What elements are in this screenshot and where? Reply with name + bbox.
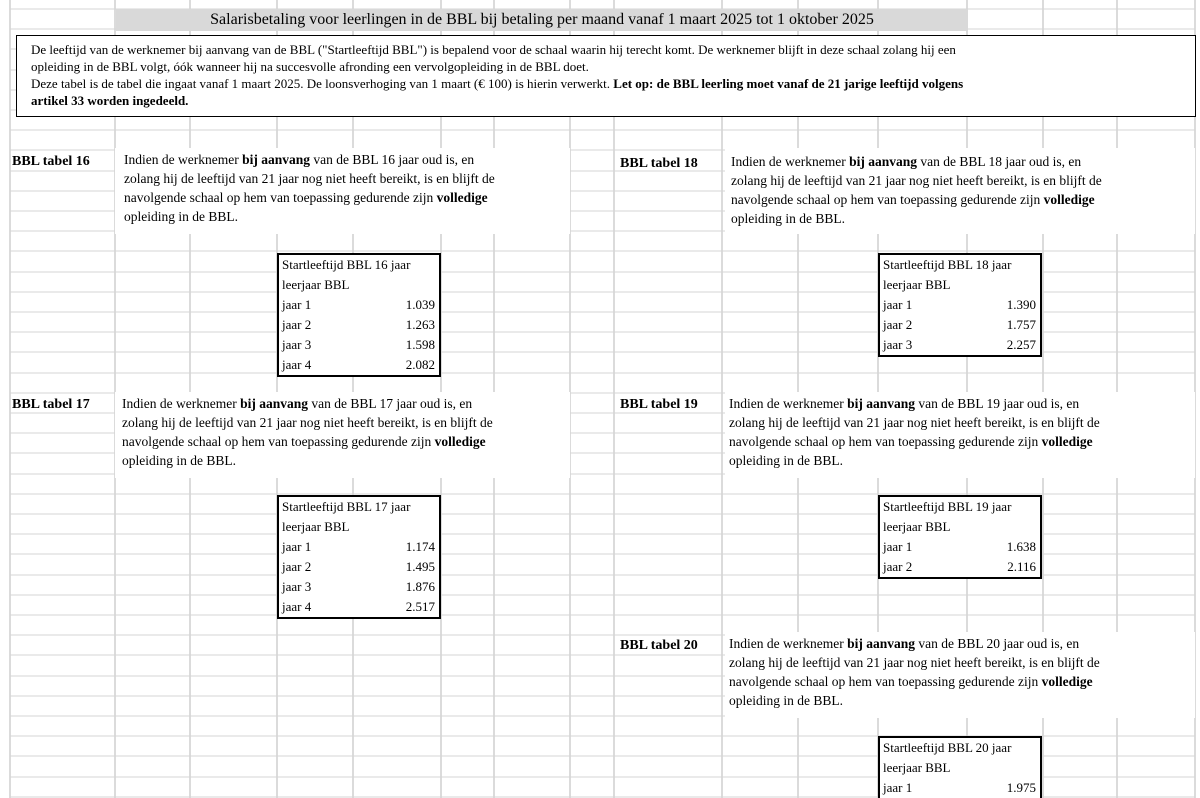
intro-warning: Let op: de BBL leerling moet vanaf de 21 jarige leeftijd volgens bbox=[613, 76, 964, 91]
table-row: jaar 3 2.257 bbox=[883, 337, 1036, 352]
intro-line-1: De leeftijd van de werknemer bij aanvang van de BBL ("Startleeftijd BBL") is bepalend voor de schaal waarin hij terecht komt. De werknemer blijft in deze schaal zolang hij een bbox=[31, 42, 956, 57]
table-row: jaar 3 1.598 bbox=[282, 337, 435, 352]
salary-table-20 bbox=[878, 736, 1042, 798]
table-row: jaar 2 1.757 bbox=[883, 317, 1036, 332]
section-desc-20: Indien de werknemer bij aanvang van de BBL 20 jaar oud is, en zolang hij de leeftijd van 21 jaar nog niet heeft bereikt, is en blijft de navolgende schaal op hem van toepassing gedurende zijn volledige opleiding in de BBL. bbox=[729, 636, 1100, 708]
section-label-17: BBL tabel 17 bbox=[12, 397, 90, 412]
section-desc-17: Indien de werknemer bij aanvang van de BBL 17 jaar oud is, en zolang hij de leeftijd van 21 jaar nog niet heeft bereikt, is en blijft de navolgende schaal op hem van toepassing gedurende zijn volledige opleiding in de BBL. bbox=[122, 396, 493, 468]
intro-warning-cont: artikel 33 worden ingedeeld. bbox=[31, 93, 189, 108]
table-col-header: leerjaar BBL bbox=[883, 519, 951, 534]
intro-note bbox=[16, 35, 1196, 117]
table-row: jaar 1 1.390 bbox=[883, 297, 1036, 312]
table-header: Startleeftijd BBL 19 jaar bbox=[883, 499, 1012, 514]
salary-table-17 bbox=[277, 495, 441, 619]
page-title: Salarisbetaling voor leerlingen in de BBL bij betaling per maand vanaf 1 maart 2025 tot 1 oktober 2025 bbox=[116, 9, 968, 31]
salary-table-18 bbox=[878, 253, 1042, 357]
table-col-header: leerjaar BBL bbox=[282, 277, 350, 292]
table-row: jaar 3 1.876 bbox=[282, 579, 435, 594]
table-col-header: leerjaar BBL bbox=[883, 277, 951, 292]
table-row: jaar 1 1.638 bbox=[883, 539, 1036, 554]
table-header: Startleeftijd BBL 17 jaar bbox=[282, 499, 411, 514]
table-col-header: leerjaar BBL bbox=[282, 519, 350, 534]
intro-line-2: opleiding in de BBL volgt, óók wanneer hij na succesvolle afronding een vervolgopleiding in de BBL doet. bbox=[31, 59, 589, 74]
section-desc-18: Indien de werknemer bij aanvang van de BBL 18 jaar oud is, en zolang hij de leeftijd van 21 jaar nog niet heeft bereikt, is en blijft de navolgende schaal op hem van toepassing gedurende zijn volledige opleiding in de BBL. bbox=[731, 154, 1102, 226]
salary-table-19 bbox=[878, 495, 1042, 579]
table-row: jaar 2 1.495 bbox=[282, 559, 435, 574]
section-label-19: BBL tabel 19 bbox=[620, 397, 698, 412]
section-label-20: BBL tabel 20 bbox=[620, 638, 698, 653]
section-desc-19: Indien de werknemer bij aanvang van de BBL 19 jaar oud is, en zolang hij de leeftijd van 21 jaar nog niet heeft bereikt, is en blijft de navolgende schaal op hem van toepassing gedurende zijn volledige opleiding in de BBL. bbox=[729, 396, 1100, 468]
section-desc-16: Indien de werknemer bij aanvang van de BBL 16 jaar oud is, en zolang hij de leeftijd van 21 jaar nog niet heeft bereikt, is en blijft de navolgende schaal op hem van toepassing gedurende zijn volledige opleiding in de BBL. bbox=[124, 152, 495, 224]
table-row: jaar 2 2.116 bbox=[883, 559, 1036, 574]
section-label-18: BBL tabel 18 bbox=[620, 156, 698, 171]
table-row: jaar 1 1.039 bbox=[282, 297, 435, 312]
table-row: jaar 1 1.174 bbox=[282, 539, 435, 554]
intro-line-3: Deze tabel is de tabel die ingaat vanaf 1 maart 2025. De loonsverhoging van 1 maart (€ 100) is hierin verwerkt. bbox=[31, 76, 611, 91]
table-row: jaar 2 1.263 bbox=[282, 317, 435, 332]
table-col-header: leerjaar BBL bbox=[883, 760, 951, 775]
table-header: Startleeftijd BBL 20 jaar bbox=[883, 740, 1012, 755]
table-header: Startleeftijd BBL 16 jaar bbox=[282, 257, 411, 272]
salary-table-16 bbox=[277, 253, 441, 377]
table-row: jaar 4 2.517 bbox=[282, 599, 435, 614]
table-row: jaar 1 1.975 bbox=[883, 780, 1036, 795]
section-label-16: BBL tabel 16 bbox=[12, 154, 90, 169]
table-row: jaar 4 2.082 bbox=[282, 357, 435, 372]
table-header: Startleeftijd BBL 18 jaar bbox=[883, 257, 1012, 272]
